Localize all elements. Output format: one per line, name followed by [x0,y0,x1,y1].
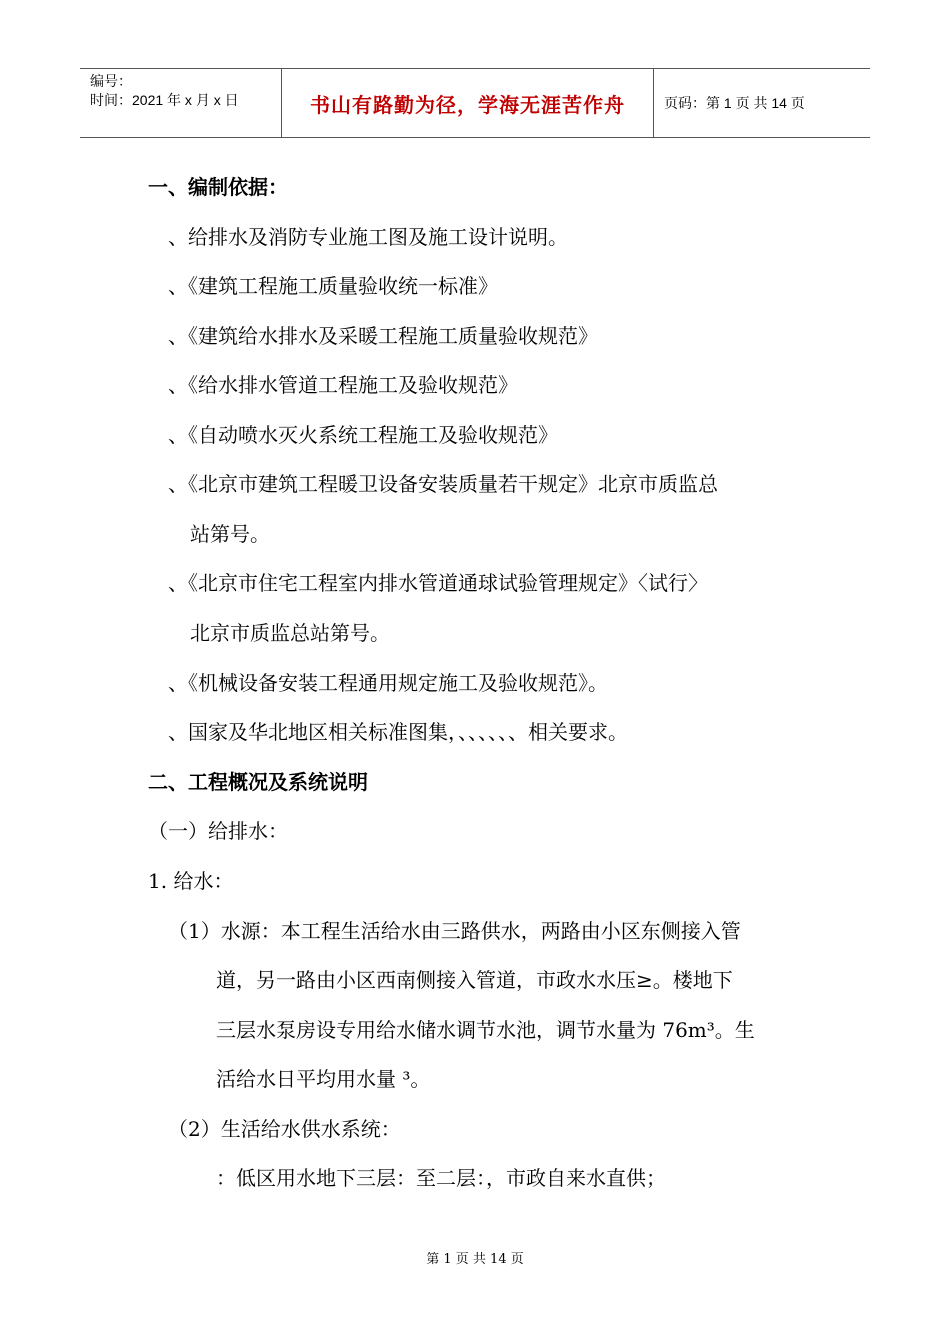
paragraph-line: （2）生活给水供水系统： [168,1117,401,1141]
list-item-continuation: 站第号。 [190,522,270,546]
list-item: 、《北京市建筑工程暖卫设备安装质量若干规定》北京市质监总 [168,472,718,496]
list-item: 、《北京市住宅工程室内排水管道通球试验管理规定》〈试行〉 [168,571,708,595]
paragraph-line: 道，另一路由小区西南侧接入管道，市政水水压≥。楼地下 [216,968,733,992]
list-item: 、《给水排水管道工程施工及验收规范》 [168,373,518,397]
paragraph-line: 活给水日平均用水量 ³。 [216,1067,431,1091]
list-item: 、《机械设备安装工程通用规定施工及验收规范》。 [168,671,608,695]
subsection-heading: 1. 给水： [148,869,234,893]
paragraph-line: （1）水源：本工程生活给水由三路供水，两路由小区东侧接入管 [168,919,741,943]
paragraph-line: 三层水泵房设专用给水储水调节水池，调节水量为 76m³。生 [216,1018,755,1042]
list-item: 、《自动喷水灭火系统工程施工及验收规范》 [168,423,558,447]
header-meta [80,69,282,137]
header-page-info [654,69,870,137]
document-number-label: 编号： [90,73,132,89]
document-time-label: 时间：2021 年 x 月 x 日 [90,92,239,108]
list-item: 、《建筑给水排水及采暖工程施工质量验收规范》 [168,324,598,348]
page-header [80,68,870,138]
list-item: 、给排水及消防专业施工图及施工设计说明。 [168,225,568,249]
list-item-continuation: 北京市质监总站第号。 [190,621,390,645]
section-heading-1: 一、编制依据： [148,175,288,199]
paragraph-line: ：低区用水地下三层：至二层：，市政自来水直供； [216,1166,666,1190]
subsection-heading: （一）给排水： [148,819,288,843]
list-item: 、国家及华北地区相关标准图集，、、、、、、相关要求。 [168,720,628,744]
header-motto-cell [282,69,654,137]
list-item: 、《建筑工程施工质量验收统一标准》 [168,274,498,298]
footer-page-number: 第 1 页 共 14 页 [426,1252,524,1267]
page-footer [0,1248,950,1267]
section-heading-2: 二、工程概况及系统说明 [148,770,368,794]
page-info-text: 页码：第 1 页 共 14 页 [664,95,805,111]
motto-text: 书山有路勤为径，学海无涯苦作舟 [310,92,625,117]
